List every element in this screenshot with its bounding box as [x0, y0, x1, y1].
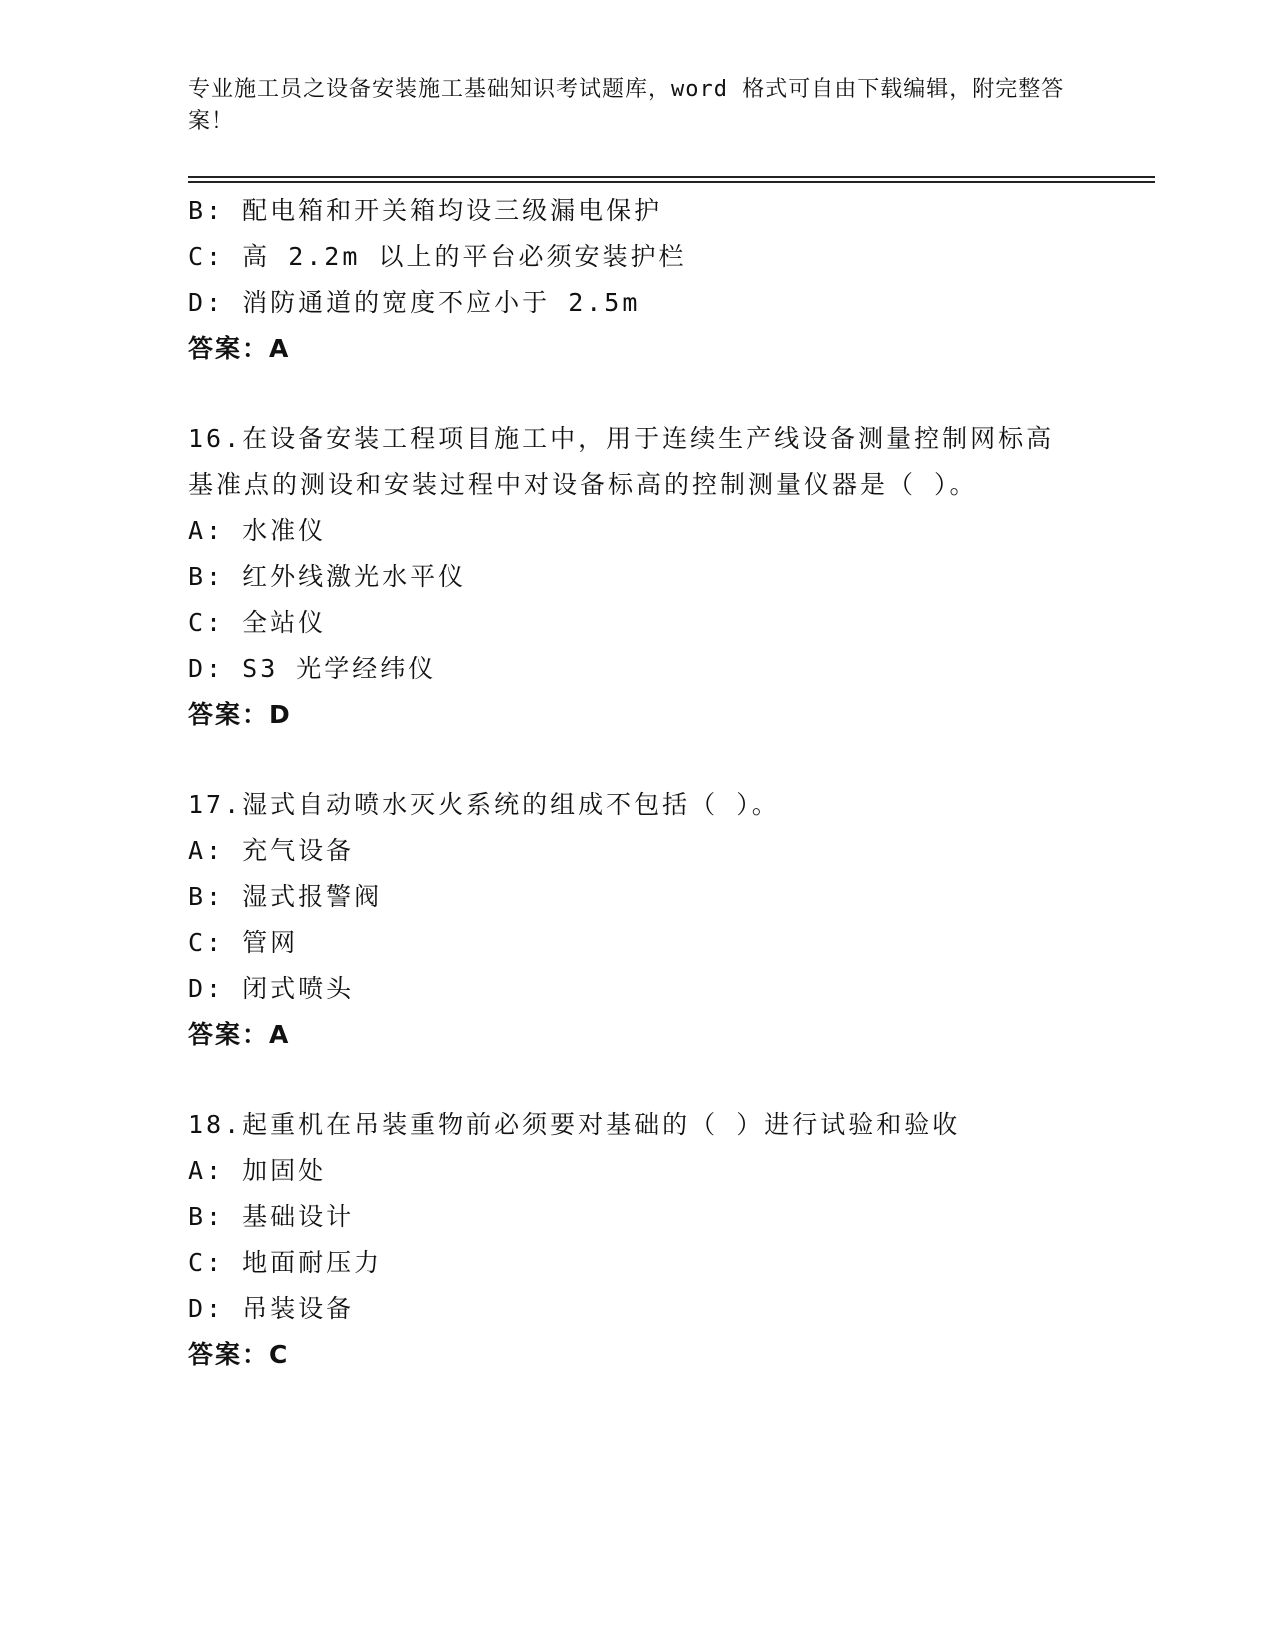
question-17-block — [188, 782, 1088, 1058]
header-divider-bottom — [188, 181, 1155, 183]
answer-label: 答案：D — [188, 700, 292, 729]
document-header — [188, 74, 1068, 138]
option-c: C: 地面耐压力 — [188, 1248, 383, 1277]
option-b: B: 湿式报警阀 — [188, 882, 383, 911]
question-18-block — [188, 1102, 1088, 1378]
option-d: D: 吊装设备 — [188, 1294, 355, 1323]
option-a: A: 加固处 — [188, 1156, 327, 1185]
option-c: C: 高 2.2m 以上的平台必须安装护栏 — [188, 242, 687, 271]
answer-label: 答案：A — [188, 1020, 291, 1049]
option-d: D: 闭式喷头 — [188, 974, 355, 1003]
option-d: D: 消防通道的宽度不应小于 2.5m — [188, 288, 641, 317]
option-b: B: 基础设计 — [188, 1202, 355, 1231]
answer-label: 答案：A — [188, 334, 291, 363]
question-16-block — [188, 416, 1088, 738]
previous-question-block — [188, 188, 1088, 372]
option-c: C: 管网 — [188, 928, 299, 957]
answer-label: 答案：C — [188, 1340, 290, 1369]
question-stem: 18.起重机在吊装重物前必须要对基础的（ ）进行试验和验收 — [188, 1110, 961, 1139]
question-stem: 17.湿式自动喷水灭火系统的组成不包括（ ）。 — [188, 790, 780, 819]
option-a: A: 水准仪 — [188, 516, 327, 545]
option-d: D: S3 光学经纬仪 — [188, 654, 437, 683]
option-b: B: 配电箱和开关箱均设三级漏电保护 — [188, 196, 663, 225]
option-a: A: 充气设备 — [188, 836, 355, 865]
header-text: 专业施工员之设备安装施工基础知识考试题库，word 格式可自由下载编辑，附完整答案！ — [188, 77, 1065, 134]
option-c: C: 全站仪 — [188, 608, 327, 637]
header-divider-top — [188, 176, 1155, 178]
question-list — [188, 188, 1088, 1378]
option-b: B: 红外线激光水平仪 — [188, 562, 467, 591]
question-stem: 16.在设备安装工程项目施工中，用于连续生产线设备测量控制网标高基准点的测设和安装过程中对设备标高的控制测量仪器是（ ）。 — [188, 424, 1055, 499]
